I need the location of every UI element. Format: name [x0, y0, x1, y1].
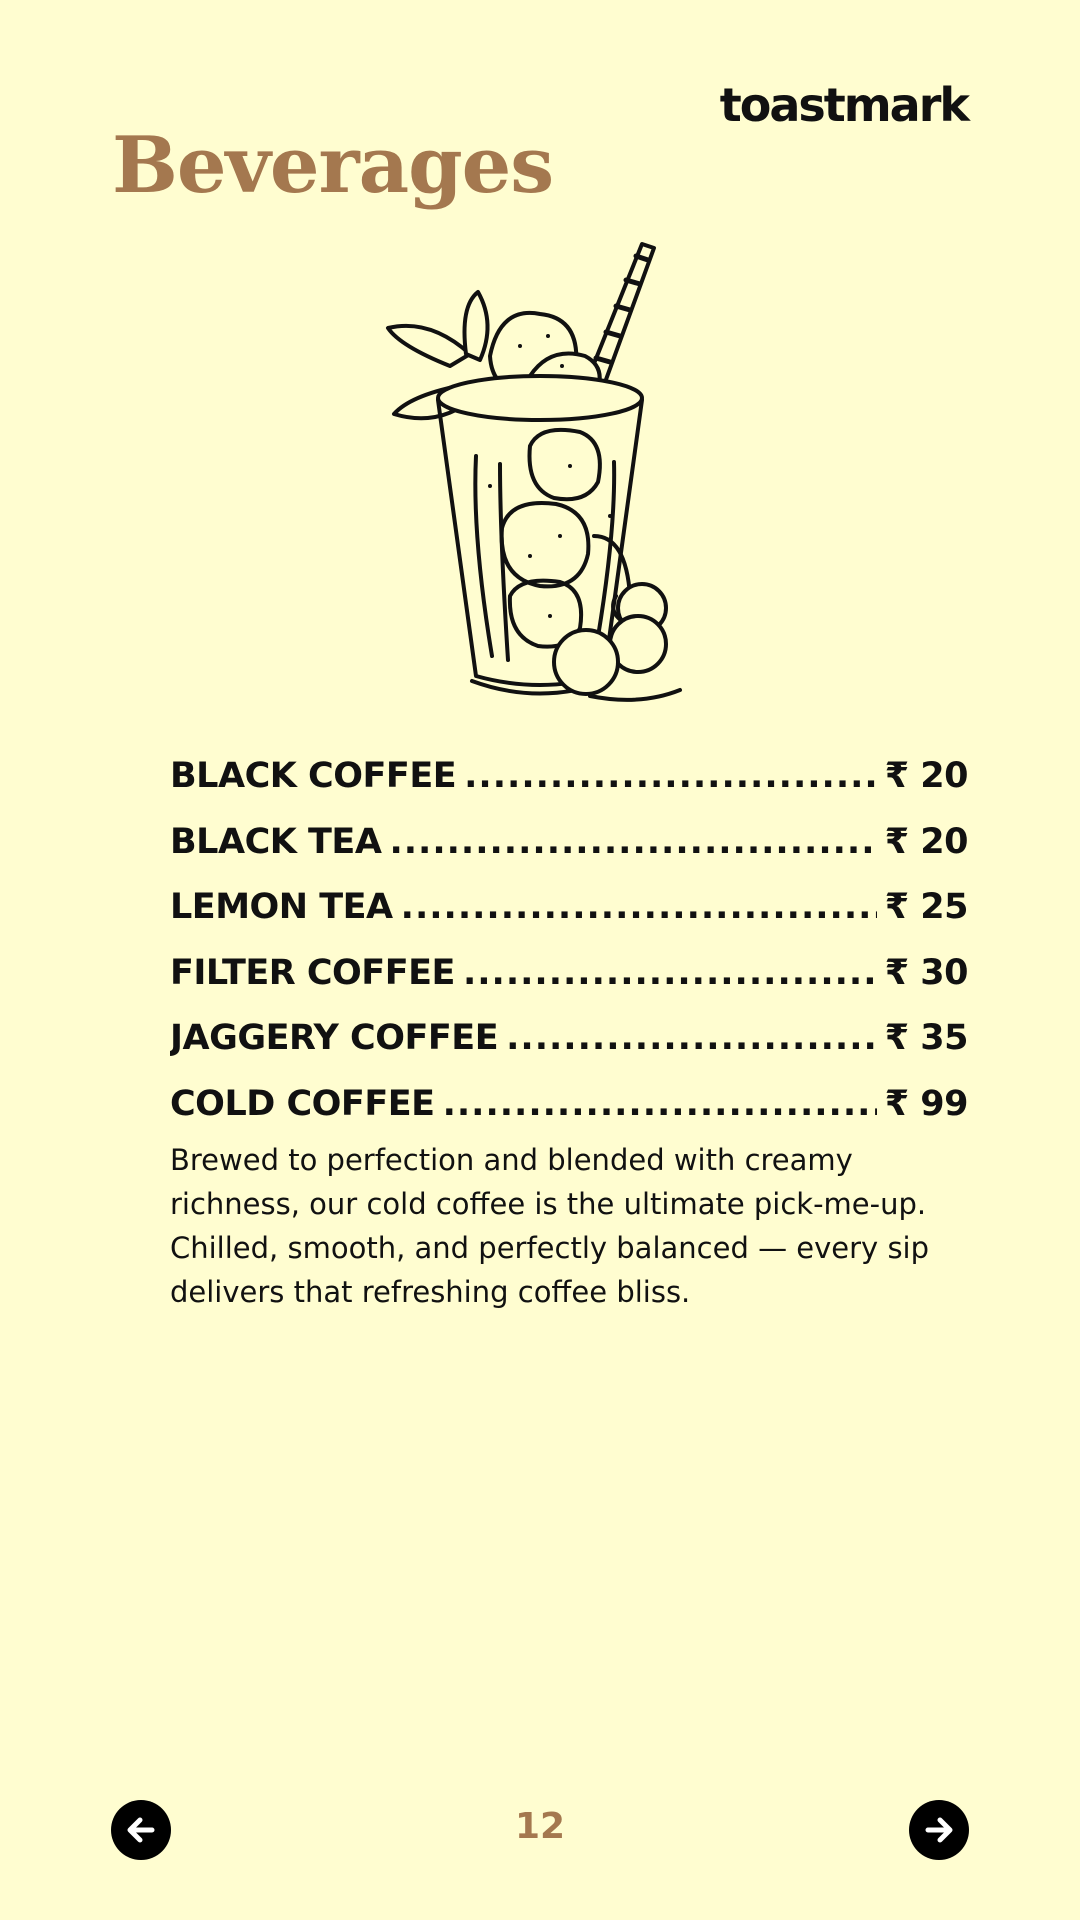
menu-item-black-coffee	[170, 756, 968, 822]
menu-item-price: ₹ 20	[884, 821, 968, 862]
menu-item-black-tea	[170, 822, 968, 888]
menu-item-filter-coffee	[170, 953, 968, 1019]
menu-item-name: BLACK COFFEE	[170, 756, 457, 796]
description-line: Chilled, smooth, and perfectly balanced — every sip	[170, 1231, 930, 1265]
leader-dots	[506, 1018, 877, 1058]
leader-dots	[401, 887, 877, 927]
cold-coffee-description	[170, 1138, 970, 1314]
description-line: delivers that refreshing coffee bliss.	[170, 1275, 691, 1309]
menu-item-name: JAGGERY COFFEE	[170, 1018, 499, 1058]
menu-item-name: FILTER COFFEE	[170, 952, 455, 993]
brand-logo: toastmark	[719, 78, 968, 132]
arrow-left-icon	[124, 1813, 158, 1847]
menu-item-jaggery-coffee	[170, 1018, 968, 1084]
menu-item-price: ₹ 99	[884, 1083, 968, 1124]
description-line: richness, our cold coffee is the ultimate pick-me-up.	[170, 1187, 927, 1221]
description-line: Brewed to perfection and blended with creamy	[170, 1143, 853, 1177]
previous-page-button[interactable]	[111, 1800, 171, 1860]
menu-item-name: COLD COFFEE	[170, 1083, 435, 1124]
iced-coffee-glass-illustration	[380, 236, 700, 706]
leader-dots	[463, 953, 877, 993]
leader-dots	[389, 822, 876, 862]
menu-item-name: LEMON TEA	[170, 887, 393, 927]
leader-dots	[443, 1084, 877, 1124]
next-page-button[interactable]	[909, 1800, 969, 1860]
menu-item-price: ₹ 35	[884, 1018, 968, 1058]
menu-list	[170, 756, 968, 1149]
arrow-right-icon	[922, 1813, 956, 1847]
menu-item-name: BLACK TEA	[170, 821, 382, 862]
page-title: Beverages	[112, 120, 554, 211]
leader-dots	[464, 756, 877, 796]
menu-item-lemon-tea	[170, 887, 968, 953]
menu-item-price: ₹ 25	[884, 887, 968, 927]
page-number: 12	[514, 1806, 566, 1847]
menu-item-price: ₹ 30	[884, 952, 968, 993]
menu-item-price: ₹ 20	[884, 756, 968, 796]
